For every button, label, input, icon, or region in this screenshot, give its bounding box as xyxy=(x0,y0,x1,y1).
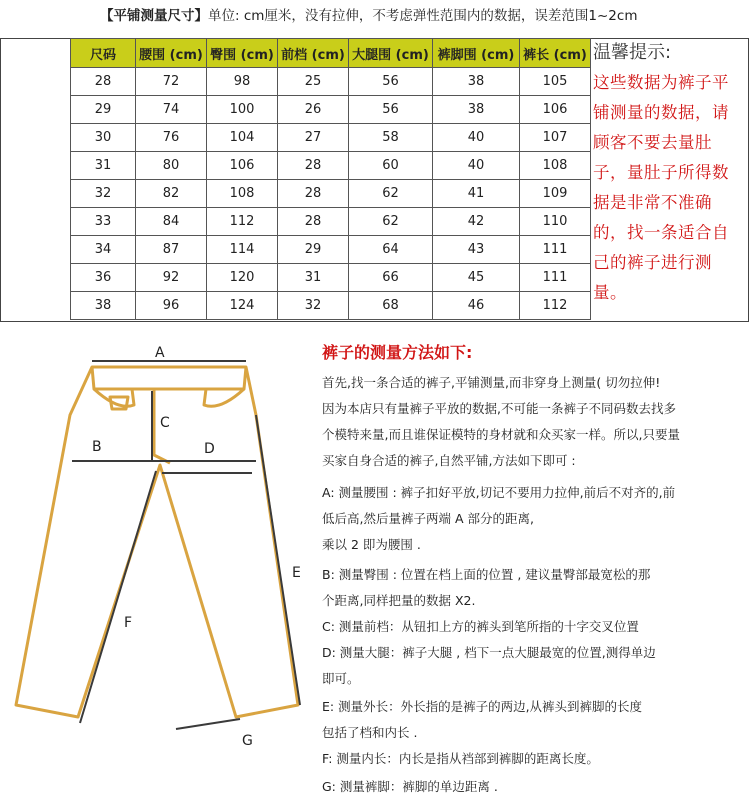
tip-title: 温馨提示: xyxy=(593,42,672,63)
column-header: 臀围 (cm) xyxy=(207,39,278,68)
table-cell: 40 xyxy=(433,152,520,180)
step-b xyxy=(322,562,747,614)
line-e xyxy=(256,415,300,705)
table-cell: 26 xyxy=(278,96,349,124)
table-cell: 31 xyxy=(278,264,349,292)
column-header: 大腿围 (cm) xyxy=(349,39,433,68)
table-cell: 87 xyxy=(136,236,207,264)
table-cell: 84 xyxy=(136,208,207,236)
table-row xyxy=(71,152,591,180)
table-cell: 42 xyxy=(433,208,520,236)
table-cell: 46 xyxy=(433,292,520,320)
table-row xyxy=(71,96,591,124)
text-line: 个模特来量,而且谁保证模特的身材就和众买家一样。所以,只要量 xyxy=(322,427,680,442)
intro-paragraph xyxy=(322,370,747,474)
table-cell: 111 xyxy=(520,236,591,264)
table-cell: 66 xyxy=(349,264,433,292)
column-header: 前档 (cm) xyxy=(278,39,349,68)
label-d: D xyxy=(204,441,215,457)
table-cell: 100 xyxy=(207,96,278,124)
label-c: C xyxy=(160,415,170,431)
table-cell: 72 xyxy=(136,68,207,96)
tip-body xyxy=(593,68,745,308)
table-row xyxy=(71,236,591,264)
header-line xyxy=(100,6,750,26)
table-cell: 80 xyxy=(136,152,207,180)
table-cell: 38 xyxy=(433,68,520,96)
table-cell: 36 xyxy=(71,264,136,292)
tip-line: 量。 xyxy=(593,283,627,302)
step-g xyxy=(322,774,747,800)
table-cell: 38 xyxy=(71,292,136,320)
tip-line: 的，找一条适合自 xyxy=(593,223,729,242)
table-cell: 58 xyxy=(349,124,433,152)
text-line: A: 测量腰围 : 裤子扣好平放,切记不要用力拉伸,前后不对齐的,前 xyxy=(322,485,676,500)
text-line: G: 测量裤脚：裤脚的单边距离 . xyxy=(322,779,498,794)
table-row xyxy=(71,264,591,292)
text-line: C: 测量前档：从钮扣上方的裤头到笔所指的十字交叉位置 xyxy=(322,619,639,634)
text-line: 乘以 2 即为腰围 . xyxy=(322,537,421,552)
table-cell: 28 xyxy=(278,180,349,208)
table-cell: 32 xyxy=(71,180,136,208)
table-cell: 124 xyxy=(207,292,278,320)
table-body xyxy=(71,68,591,320)
table-cell: 28 xyxy=(278,152,349,180)
table-cell: 25 xyxy=(278,68,349,96)
table-cell: 98 xyxy=(207,68,278,96)
text-line: E: 测量外长：外长指的是裤子的两边,从裤头到裤脚的长度 xyxy=(322,699,643,714)
table-cell: 108 xyxy=(207,180,278,208)
table-cell: 105 xyxy=(520,68,591,96)
table-cell: 33 xyxy=(71,208,136,236)
table-cell: 109 xyxy=(520,180,591,208)
tip-line: 子，量肚子所得数 xyxy=(593,163,729,182)
step-e xyxy=(322,694,747,746)
table-row xyxy=(71,124,591,152)
tip-line: 这些数据为裤子平 xyxy=(593,73,729,92)
table-cell: 60 xyxy=(349,152,433,180)
table-cell: 120 xyxy=(207,264,278,292)
text-line: 即可。 xyxy=(322,671,360,686)
table-cell: 96 xyxy=(136,292,207,320)
table-cell: 108 xyxy=(520,152,591,180)
step-d xyxy=(322,640,747,692)
line-f xyxy=(80,471,156,723)
text-line: 买家自身合适的裤子,自然平铺,方法如下即可 : xyxy=(322,453,576,468)
table-cell: 34 xyxy=(71,236,136,264)
measure-title: 裤子的测量方法如下: xyxy=(322,343,473,362)
table-cell: 41 xyxy=(433,180,520,208)
table-cell: 56 xyxy=(349,68,433,96)
text-line: 低后高,然后量裤子两端 A 部分的距离, xyxy=(322,511,534,526)
header-title: 【平铺测量尺寸】 xyxy=(100,8,208,24)
label-f: F xyxy=(124,615,133,631)
table-cell: 106 xyxy=(520,96,591,124)
table-cell: 64 xyxy=(349,236,433,264)
table-cell: 62 xyxy=(349,180,433,208)
label-g: G xyxy=(242,733,253,749)
table-cell: 111 xyxy=(520,264,591,292)
label-e: E xyxy=(292,565,301,581)
waistband xyxy=(92,367,246,389)
table-row xyxy=(71,180,591,208)
table-cell: 29 xyxy=(278,236,349,264)
step-a xyxy=(322,480,747,558)
text-line: F: 测量内长：内长是指从裆部到裤脚的距离长度。 xyxy=(322,751,599,766)
label-a: A xyxy=(155,345,165,361)
table-header-row xyxy=(71,39,591,68)
step-c xyxy=(322,614,747,640)
column-header: 裤长 (cm) xyxy=(520,39,591,68)
table-cell: 43 xyxy=(433,236,520,264)
text-line: 个距离,同样把量的数据 X2. xyxy=(322,593,476,608)
table-cell: 110 xyxy=(520,208,591,236)
text-line: 包括了档和内长 . xyxy=(322,725,418,740)
text-line: 因为本店只有量裤子平放的数据,不可能一条裤子不同码数去找多 xyxy=(322,401,676,416)
text-line: D: 测量大腿：裤子大腿 , 档下一点大腿最宽的位置,测得单边 xyxy=(322,645,656,660)
table-cell: 27 xyxy=(278,124,349,152)
table-cell: 56 xyxy=(349,96,433,124)
size-table xyxy=(70,38,591,320)
tip-line: 铺测量的数据，请 xyxy=(593,103,729,122)
table-cell: 28 xyxy=(71,68,136,96)
tip-box xyxy=(593,40,745,308)
table-cell: 112 xyxy=(520,292,591,320)
pants-diagram xyxy=(0,345,320,765)
right-pocket xyxy=(204,389,244,406)
step-f xyxy=(322,746,747,772)
table-cell: 76 xyxy=(136,124,207,152)
table-cell: 112 xyxy=(207,208,278,236)
table-cell: 30 xyxy=(71,124,136,152)
table-cell: 28 xyxy=(278,208,349,236)
header-unit-text: 单位: cm厘米，没有拉伸，不考虑弹性范围内的数据，误差范围1~2cm xyxy=(208,8,638,24)
column-header: 裤脚围 (cm) xyxy=(433,39,520,68)
table-cell: 32 xyxy=(278,292,349,320)
column-header: 尺码 xyxy=(71,39,136,68)
table-cell: 114 xyxy=(207,236,278,264)
table-row xyxy=(71,68,591,96)
tip-line: 己的裤子进行测 xyxy=(593,253,712,272)
table-cell: 104 xyxy=(207,124,278,152)
table-cell: 45 xyxy=(433,264,520,292)
table-cell: 62 xyxy=(349,208,433,236)
table-cell: 92 xyxy=(136,264,207,292)
table-cell: 74 xyxy=(136,96,207,124)
text-line: B: 测量臀围 : 位置在档上面的位置 , 建议量臀部最宽松的那 xyxy=(322,567,651,582)
table-cell: 38 xyxy=(433,96,520,124)
table-cell: 107 xyxy=(520,124,591,152)
table-cell: 29 xyxy=(71,96,136,124)
tip-line: 据是非常不准确 xyxy=(593,193,712,212)
table-cell: 40 xyxy=(433,124,520,152)
table-cell: 106 xyxy=(207,152,278,180)
line-g xyxy=(176,719,240,729)
table-row xyxy=(71,208,591,236)
column-header: 腰围 (cm) xyxy=(136,39,207,68)
table-cell: 82 xyxy=(136,180,207,208)
table-cell: 31 xyxy=(71,152,136,180)
tip-line: 顾客不要去量肚 xyxy=(593,133,712,152)
table-cell: 68 xyxy=(349,292,433,320)
text-line: 首先,找一条合适的裤子,平铺测量,而非穿身上测量( 切勿拉伸! xyxy=(322,375,661,390)
table-row xyxy=(71,292,591,320)
label-b: B xyxy=(92,439,102,455)
